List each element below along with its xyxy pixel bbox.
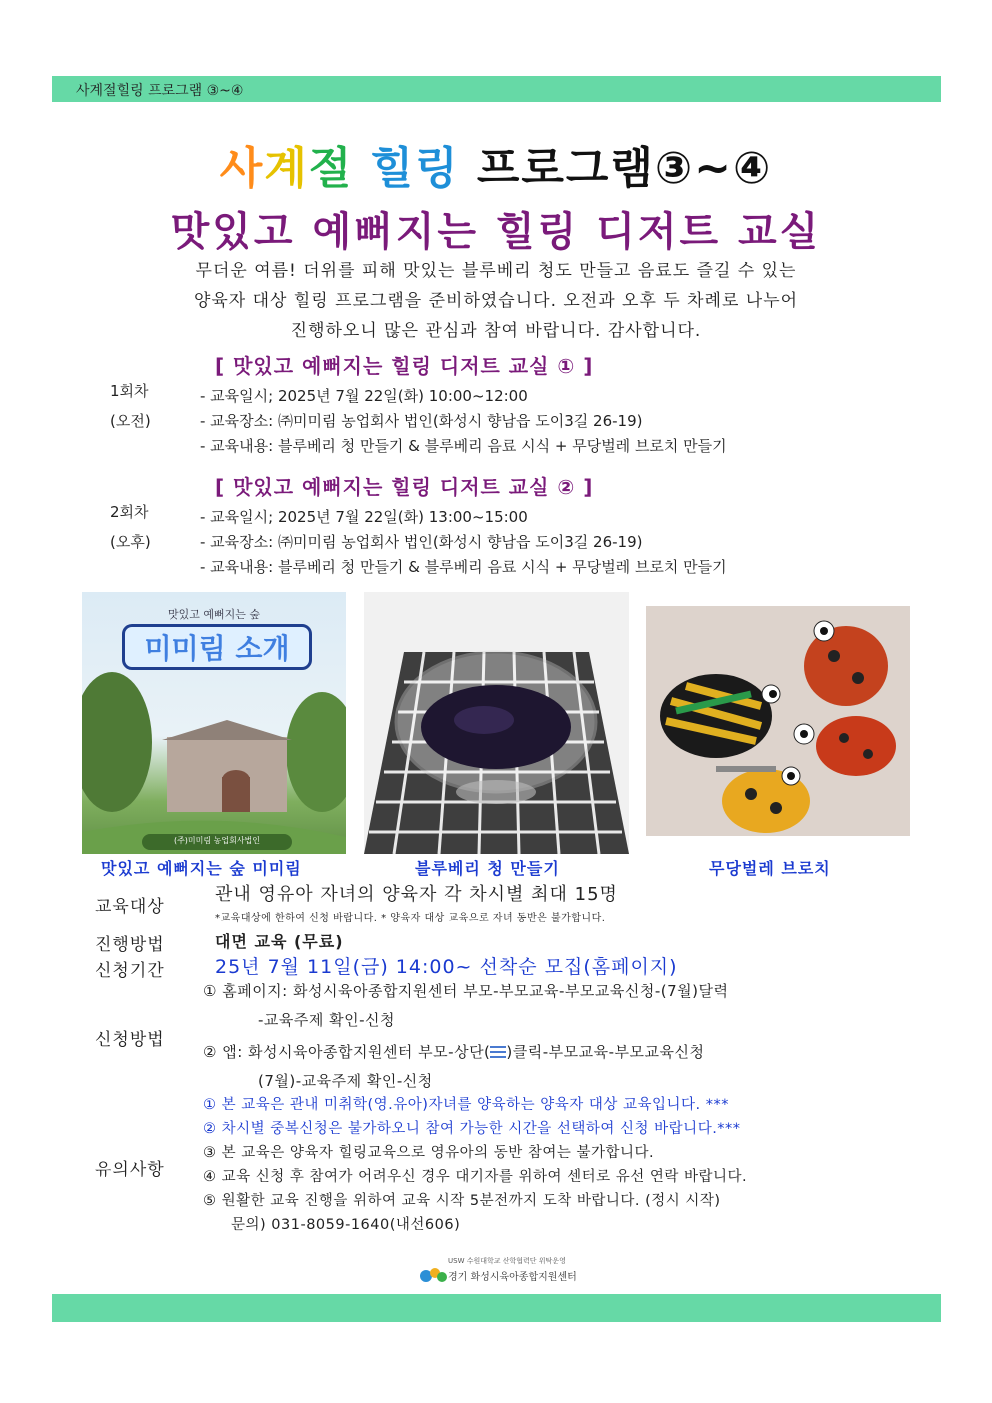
caption-blueberry: 블루베리 청 만들기 [415, 859, 560, 878]
session-item: - 교육장소: ㈜미미림 농업회사 법인(화성시 향남읍 도이3길 26-19) [200, 533, 643, 551]
apply2-text-post: )클릭-부모교육-부모교육신청 [506, 1043, 705, 1061]
note-item: ② 차시별 중복신청은 불가하오니 참여 가능한 시간을 선택하여 신청 바랍니다.*** [203, 1121, 741, 1137]
session2-title: [ 맛있고 예뻐지는 힐링 디저트 교실 ② ] [215, 475, 594, 499]
session2-label [110, 497, 151, 557]
session1-label-round: 1회차 [110, 382, 149, 400]
intro-text [100, 256, 892, 346]
title-char-1: 사 [219, 143, 265, 194]
logo-line1: USW 수원대학교 산학협력단 위탁운영 [448, 1257, 566, 1265]
session2-items [200, 505, 727, 580]
session2-label-round: 2회차 [110, 503, 149, 521]
apply1-line2: -교육주제 확인-신청 [258, 1011, 396, 1029]
contact: 문의) 031-8059-1640(내선606) [231, 1217, 461, 1233]
main-title [0, 132, 992, 196]
note-item: ⑤ 원활한 교육 진행을 위하여 교육 시작 5분전까지 도착 바랍니다. (정시 시작) [203, 1193, 721, 1209]
session1-title: [ 맛있고 예뻐지는 힐링 디저트 교실 ① ] [215, 354, 594, 378]
photo-ladybug [646, 606, 910, 836]
caption-mimirim: 맛있고 예뻐지는 숲 미미림 [101, 859, 302, 878]
apply2-line1 [203, 1041, 704, 1062]
session-item: - 교육내용: 블루베리 청 만들기 & 블루베리 음료 시식 + 무당벌레 브로치 만들기 [200, 558, 727, 576]
session-item: - 교육일시; 2025년 7월 22일(화) 13:00~15:00 [200, 508, 528, 526]
photo-blueberry-scene [364, 592, 629, 854]
apply1-line1: ① 홈페이지: 화성시육아종합지원센터 부모-부모교육-부모교육신청-(7월)달력 [203, 982, 729, 1000]
menu-icon [490, 1046, 506, 1058]
notes-list [203, 1093, 747, 1237]
note-item: ① 본 교육은 관내 미취학(영.유아)자녀를 양육하는 양육자 대상 교육입니다. *** [203, 1097, 729, 1113]
apply2-text-pre: ② 앱: 화성시육아종합지원센터 부모-상단( [203, 1043, 491, 1061]
method-label: 진행방법 [95, 935, 165, 955]
caption-ladybug: 무당벌레 브로치 [709, 859, 831, 878]
intro-line: 진행하오니 많은 관심과 참여 바랍니다. 감사합니다. [290, 321, 702, 341]
target-label: 교육대상 [95, 897, 165, 917]
notes-label: 유의사항 [95, 1160, 165, 1180]
title-char-3: 절 [308, 143, 354, 194]
center-logo [418, 1256, 598, 1288]
period-label: 신청기간 [95, 961, 165, 981]
period-value: 25년 7월 11일(금) 14:00~ 선착순 모집(홈페이지) [215, 956, 678, 978]
note-item: ④ 교육 신청 후 참여가 어려우신 경우 대기자를 위하여 센터로 유선 연락 바랍니다. [203, 1169, 748, 1185]
photo-blueberry [364, 592, 629, 854]
header-bar [52, 76, 941, 102]
logo-icon [418, 1264, 448, 1286]
session-item: - 교육장소: ㈜미미림 농업회사 법인(화성시 향남읍 도이3길 26-19) [200, 412, 643, 430]
method-value: 대면 교육 (무료) [215, 932, 344, 951]
target-note: *교육대상에 한하여 신청 바랍니다. * 양육자 대상 교육으로 자녀 동반은 불가합니다. [215, 913, 606, 924]
session2-label-time: (오후) [110, 533, 151, 551]
title-healing: 힐링 [370, 143, 460, 194]
note-item: ③ 본 교육은 양육자 힐링교육으로 영유아의 동반 참여는 불가합니다. [203, 1145, 655, 1161]
session1-items [200, 384, 727, 459]
apply-label: 신청방법 [95, 1030, 165, 1050]
photo-mimirim [82, 592, 346, 854]
intro-line: 양육자 대상 힐링 프로그램을 준비하였습니다. 오전과 오후 두 차례로 나누어 [193, 291, 799, 311]
apply2-line2: (7월)-교육주제 확인-신청 [258, 1072, 433, 1090]
logo-line2: 경기 화성시육아종합지원센터 [448, 1272, 577, 1283]
header-text: 사계절힐링 프로그램 ③~④ [76, 83, 244, 99]
target-value: 관내 영유아 자녀의 양육자 각 차시별 최대 15명 [215, 884, 618, 905]
photo-mimirim-title: 미미림 소개 [122, 624, 312, 670]
subtitle: 맛있고 예뻐지는 힐링 디저트 교실 [170, 209, 822, 255]
photo-mimirim-small: 맛있고 예뻐지는 숲 [167, 608, 260, 621]
session1-label-time: (오전) [110, 412, 151, 430]
title-char-2: 계 [264, 143, 309, 194]
photo-mimirim-sign: (주)미미림 농업회사법인 [173, 836, 261, 845]
footer-bar [52, 1294, 941, 1322]
session1-label [110, 376, 151, 436]
session-item: - 교육일시; 2025년 7월 22일(화) 10:00~12:00 [200, 387, 528, 405]
intro-line: 무더운 여름! 더위를 피해 맛있는 블루베리 청도 만들고 음료도 즐길 수 있는 [195, 261, 797, 281]
session-item: - 교육내용: 블루베리 청 만들기 & 블루베리 음료 시식 + 무당벌레 브로치 만들기 [200, 437, 727, 455]
photo-ladybug-scene [646, 606, 910, 836]
title-program: 프로그램③~④ [476, 143, 773, 194]
